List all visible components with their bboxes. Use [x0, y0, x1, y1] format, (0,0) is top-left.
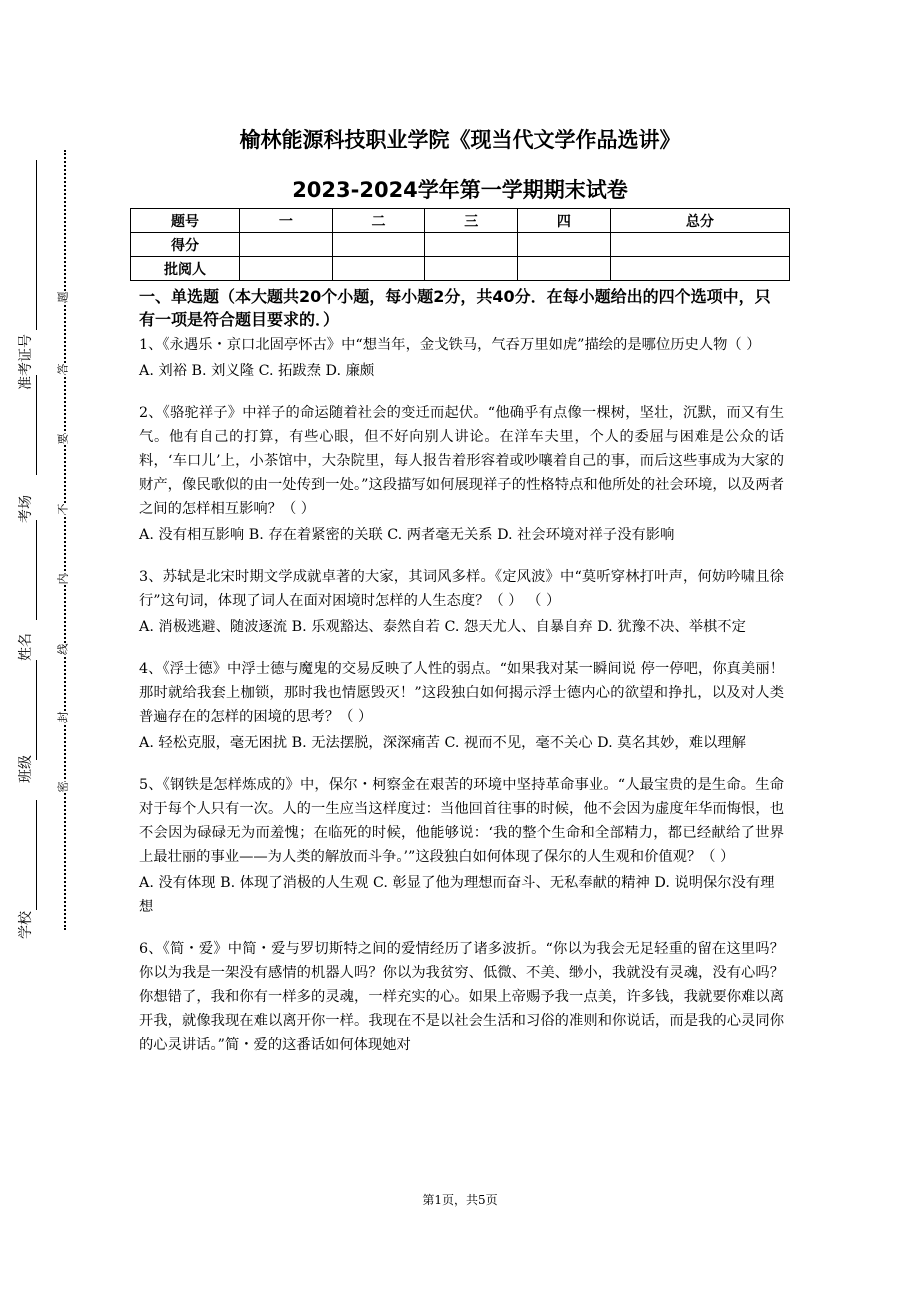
seal-char-1: 题 — [54, 292, 72, 303]
question-stem: 3、苏轼是北宋时期文学成就卓著的大家，其词风多样。《定风波》中“莫听穿林打叶声，何妨吟啸且徐行”这句词，体现了词人在面对困境时怎样的人生态度？（ ） （ ） — [139, 569, 784, 609]
exam-title-school-course: 榆林能源科技职业学院《现当代文学作品选讲》 — [239, 128, 681, 152]
seal-char-6: 线 — [54, 644, 72, 655]
class-line — [36, 660, 37, 760]
seal-char-3: 要 — [54, 434, 72, 445]
score-row — [131, 233, 790, 257]
score-table — [130, 208, 790, 281]
grader-cell[interactable] — [425, 257, 518, 281]
score-cell[interactable] — [425, 233, 518, 257]
seal-char-5: 内 — [54, 574, 72, 585]
score-col-4: 四 — [518, 209, 611, 233]
grader-cell[interactable] — [332, 257, 425, 281]
seal-char-2: 答 — [54, 364, 72, 375]
question-6 — [139, 937, 784, 1057]
seal-char-7: 封 — [54, 712, 72, 723]
question-2 — [139, 401, 784, 547]
grader-row — [131, 257, 790, 281]
question-1 — [139, 333, 784, 383]
score-cell[interactable] — [610, 233, 789, 257]
section-heading: 一、单选题（本大题共20个小题，每小题2分，共40分．在每小题给出的四个选项中，只有一项是符合题目要求的．） — [139, 287, 771, 329]
question-stem: 5、《钢铁是怎样炼成的》中，保尔・柯察金在艰苦的环境中坚持革命事业。“人最宝贵的是生命。生命对于每个人只有一次。人的一生应当这样度过：当他回首往事的时候，他不会因为虚度年华而悔恨，也不会因为碌碌无为而羞愧；在临死的时候，他能够说：‘我的整个生命和全部精力，都已经献给了世界上最壮丽的事业——为人类的解放而斗争。’”这段独白如何体现了保尔的人生观和价值观？（ ） — [139, 777, 784, 865]
seal-char-4: 不 — [54, 504, 72, 515]
score-col-total: 总分 — [610, 209, 789, 233]
label-id-number: 准考证号 — [18, 334, 34, 390]
score-row-label: 得分 — [131, 233, 240, 257]
name-line — [36, 520, 37, 620]
question-3 — [139, 565, 784, 639]
question-5 — [139, 773, 784, 919]
question-stem: 4、《浮士德》中浮士德与魔鬼的交易反映了人性的弱点。“如果我对某一瞬间说 停一停吧，你真美丽！那时就给我套上枷锁，那时我也情愿毁灭！”这段独白如何揭示浮士德内心的欲望和挣扎，以及对人类普遍存在的怎样的困境的思考？（ ） — [139, 661, 784, 725]
question-options: A. 轻松克服，毫无困扰 B. 无法摆脱，深深痛苦 C. 视而不见，毫不关心 D. 莫名其妙，难以理解 — [139, 735, 746, 751]
question-stem: 2、《骆驼祥子》中祥子的命运随着社会的变迁而起伏。“他确乎有点像一棵树，坚壮，沉默，而又有生气。他有自己的打算，有些心眼，但不好向别人讲论。在洋车夫里，个人的委屈与困难是公众的话料，‘车口儿’上，小茶馆中，大杂院里，每人报告着形容着或吵嚷着自己的事，而后这些事成为大家的财产，像民歌似的由一处传到一处。”这段描写如何展现祥子的性格特点和他所处的社会环境，以及两者之间的怎样相互影响？（ ） — [139, 405, 784, 517]
grader-cell[interactable] — [518, 257, 611, 281]
question-stem: 1、《永遇乐・京口北固亭怀古》中“想当年，金戈铁马，气吞万里如虎”描绘的是哪位历史人物（ ） — [139, 337, 761, 353]
grader-cell[interactable] — [240, 257, 333, 281]
label-exam-room: 考场 — [18, 495, 34, 523]
score-cell[interactable] — [240, 233, 333, 257]
question-options: A. 消极逃避、随波逐流 B. 乐观豁达、泰然自若 C. 怨天尤人、自暴自弃 D. 犹豫不决、举棋不定 — [139, 619, 746, 635]
score-col-1: 一 — [240, 209, 333, 233]
score-col-2: 二 — [332, 209, 425, 233]
page-footer: 第1页，共5页 — [422, 1193, 498, 1207]
exam-room-line — [36, 375, 37, 475]
binding-margin — [0, 150, 80, 939]
score-table-header-row — [131, 209, 790, 233]
label-school: 学校 — [18, 911, 34, 939]
seal-dotted-line — [64, 150, 66, 930]
score-col-3: 三 — [425, 209, 518, 233]
question-options: A. 刘裕 B. 刘义隆 C. 拓跋焘 D. 廉颇 — [139, 363, 375, 379]
score-col-label: 题号 — [131, 209, 240, 233]
exam-title-term: 2023-2024学年第一学期期末试卷 — [292, 178, 628, 202]
question-options: A. 没有相互影响 B. 存在着紧密的关联 C. 两者毫无关系 D. 社会环境对祥子没有影响 — [139, 527, 675, 543]
label-class: 班级 — [18, 755, 34, 783]
school-line — [36, 800, 37, 910]
seal-char-8: 密 — [54, 782, 72, 793]
score-cell[interactable] — [518, 233, 611, 257]
score-cell[interactable] — [332, 233, 425, 257]
id-number-line — [36, 160, 37, 330]
grader-row-label: 批阅人 — [131, 257, 240, 281]
label-name: 姓名 — [18, 633, 34, 661]
question-options: A. 没有体现 B. 体现了消极的人生观 C. 彰显了他为理想而奋斗、无私奉献的精神 D. 说明保尔没有理想 — [139, 875, 775, 915]
question-4 — [139, 657, 784, 755]
exam-content — [139, 285, 784, 1075]
question-stem: 6、《简・爱》中简・爱与罗切斯特之间的爱情经历了诸多波折。“你以为我会无足轻重的留在这里吗？你以为我是一架没有感情的机器人吗？你以为我贫穷、低微、不美、缈小，我就没有灵魂，没有心吗？你想错了，我和你有一样多的灵魂，一样充实的心。如果上帝赐予我一点美，许多钱，我就要你难以离开我，就像我现在难以离开你一样。我现在不是以社会生活和习俗的准则和你说话，而是我的心灵同你的心灵讲话。”简・爱的这番话如何体现她对 — [139, 941, 784, 1053]
grader-cell[interactable] — [610, 257, 789, 281]
